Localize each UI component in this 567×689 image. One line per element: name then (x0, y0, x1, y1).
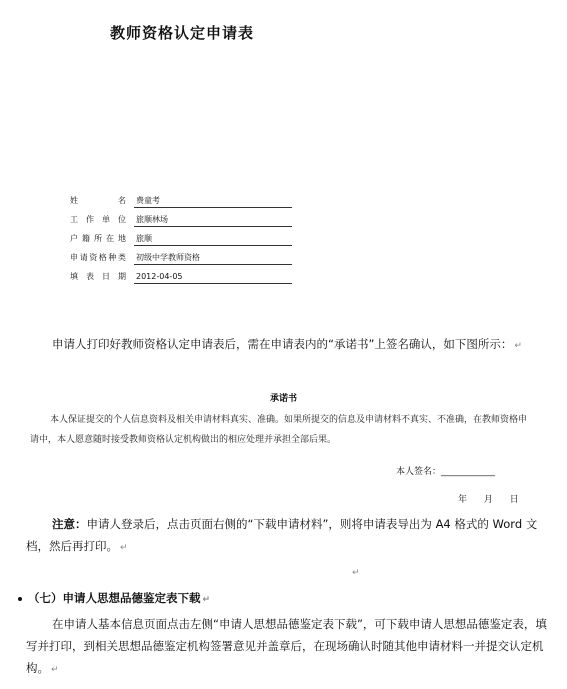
form-label: 工作单位 (70, 215, 126, 224)
note-text: 申请人登录后，点击页面右侧的“下载申请材料”，则将申请表导出为 A4 格式的 Word 文档，然后再打印。 (26, 517, 538, 553)
form-label: 姓名 (70, 196, 126, 205)
section-heading (18, 590, 210, 606)
form-value: 初级中学教师资格 (134, 247, 292, 265)
paragraph-mark-icon: ↵ (352, 568, 360, 578)
paragraph-section (26, 613, 548, 681)
form-label: 申请资格种类 (70, 253, 126, 262)
form-title: 教师资格认定申请表 (110, 24, 255, 42)
section-text: 在申请人基本信息页面点击左侧“申请人思想品德鉴定表下载”，可下载申请人思想品德鉴定表，填写并打印，到相关思想品德鉴定机构签署意见并盖章后，在现场确认时随其他申请材料一并提交认定机构。 (26, 617, 547, 675)
form-row-name (70, 190, 292, 209)
form-value: 费童考 (134, 190, 292, 208)
paragraph-mark-icon: ↵ (51, 665, 59, 675)
form-row-work-unit (70, 209, 292, 228)
paragraph-mark-icon: ↵ (120, 543, 128, 553)
signature-line: 本人签名：____________ (396, 467, 496, 477)
paragraph-mark-icon: ↵ (202, 595, 211, 605)
commitment-title: 承诺书 (269, 394, 297, 404)
form-value: 2012-04-05 (134, 266, 292, 284)
note-label: 注意： (52, 517, 87, 531)
form-row-household (70, 228, 292, 247)
form-value: 旅顺林场 (134, 209, 292, 227)
paragraph-note (26, 513, 548, 559)
form-row-date (70, 266, 292, 285)
paragraph-intro (26, 333, 548, 357)
bullet-icon (18, 597, 22, 601)
section-heading-text: （七）申请人思想品德鉴定表下载 (28, 591, 201, 605)
paragraph-text: 申请人打印好教师资格认定申请表后，需在申请表内的“承诺书”上签名确认，如下图所示： (52, 337, 513, 351)
paragraph-mark-icon: ↵ (514, 341, 522, 351)
form-label: 户籍所在地 (70, 234, 126, 243)
commitment-text: 本人保证提交的个人信息资料及相关申请材料真实、准确。如果所提交的信息及申请材料不真实、不准确，在教师资格申请中，本人愿意随时接受教师资格认定机构做出的相应处理并承担全部后果。 (30, 415, 528, 445)
form-value: 旅顺 (134, 228, 292, 246)
form-label: 填表日期 (70, 272, 126, 281)
form-row-qualification (70, 247, 292, 266)
signature-date: 年 月 日 (458, 495, 519, 505)
